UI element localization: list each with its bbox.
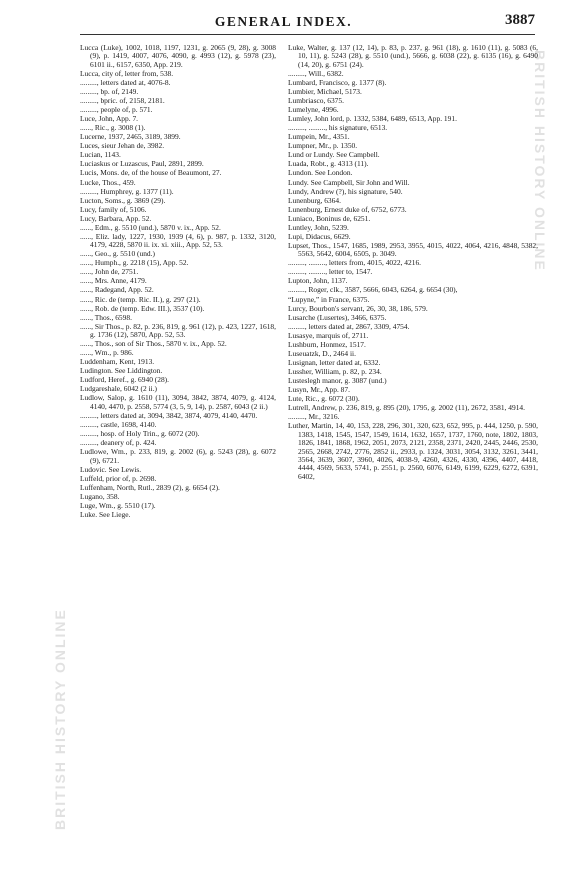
index-entry: ......, Mrs. Anne, 4179. [80, 276, 147, 286]
index-entry: Luciaskus or Luzascus, Paul, 2891, 2899. [80, 159, 204, 169]
index-entry: ......, Eliz. lady, 1227, 1930, 1939 (4, 6), p. 987, p. 1332, 3120, 4179, 4228, 5870 ii. ix. xi. xiii., App. 52, 53. [80, 231, 276, 250]
index-entry: Lusignan, letter dated at, 6332. [288, 357, 381, 367]
index-entry: Lugano, 358. [80, 491, 120, 501]
index-entry: ........., ........., his signature, 6513. [288, 123, 388, 133]
index-entry: ......, Ric., g. 3008 (1). [80, 123, 146, 133]
index-entry: ........., ........., letter to, 1547. [288, 267, 373, 277]
index-entry: Luther, Martin, 14, 40, 153, 228, 296, 301, 320, 623, 652, 995, p. 444, 1250, p. 590, 1383, 1418, 1545, 1547, 1549, 1614, 1632, 1657, 1737, 1760, note, 1802, 1803, 1826, 1841, 1868, 1962, 2051, 2073, 2121, 2358, 2371, 2420, 2445, 2446, 2530, 2565, 2668, 2742, 2776, 2852 ii., 2933, p. 1324, 3031, 3054, 3132, 3261, 3441, 3564, 3639, 3607, 3960, 4026, 4038-9, 4260, 4326, 4330, 4396, 4407, 4418, 4444, 4569, 5633, 5741, p. 2551, p. 2560, 6076, 6149, 6199, 6229, 6272, 6391, 6402, [288, 421, 538, 481]
index-entry: Lucian, 1143. [80, 150, 121, 160]
index-entry: ........., people of, p. 571. [80, 105, 153, 115]
index-entry: Luge, Wm., g. 5510 (17). [80, 500, 156, 510]
index-entry: ......, Humph., g. 2218 (15), App. 52. [80, 258, 189, 268]
index-entry: Lusasye, marquis of, 2711. [288, 330, 369, 340]
index-entry: Lucton, Soms., g. 3869 (29). [80, 195, 166, 205]
index-entry: Lumbard, Francisco, g. 1377 (8). [288, 78, 387, 87]
index-entry: ........., castle, 1698, 4140. [80, 420, 157, 429]
index-entry: ......, Wm., p. 986. [80, 348, 134, 358]
index-entry: ........., ........., letters from, 4015, 4022, 4216. [288, 258, 422, 268]
header-rule [80, 34, 535, 35]
index-entry: Luffeld, prior of, p. 2698. [80, 473, 157, 483]
index-entry: Lumelyne, 4996. [288, 105, 339, 115]
watermark-right: BRITISH HISTORY ONLINE [532, 50, 548, 272]
index-entry: Ludovic. See Lewis. [80, 464, 142, 474]
index-entry: Lutrell, Andrew, p. 236, 819, g. 895 (20), 1795, g. 2002 (11), 2672, 3581, 4914. [288, 403, 526, 413]
index-entry: Lumpein, Mr., 4351. [288, 132, 350, 142]
index-entry: Luffenham, North, Rutl., 2839 (2), g. 6654 (2). [80, 482, 220, 492]
page-header [0, 12, 567, 34]
index-entry: ......, Radegand, App. 52. [80, 285, 154, 295]
index-entry: ........., letters dated at, 2867, 3309, 4754. [288, 321, 410, 331]
index-entry: Lunenburg, Ernest duke of, 6752, 6773. [288, 204, 407, 214]
index-entry: Luniaco, Boninus de, 6251. [288, 213, 371, 223]
index-entry: Lusteslegh manor, g. 3087 (und.) [288, 375, 387, 385]
index-entry: Lucca (Luke), 1002, 1018, 1197, 1231, g. 2065 (9, 28), g. 3008 (9), p. 1419, 4007, 4076, 4090, g. 4993 (12), g. 5978 (23), 6101 ii., 6157, 6350, App. 219. [80, 43, 276, 69]
index-entry: Lurcy, Bourbon's servant, 26, 30, 38, 186, 579. [288, 303, 428, 313]
index-entry: Lushburn, Honmez, 1517. [288, 339, 366, 349]
index-entry: ......, Ric. de (temp. Ric. II.), g. 297 (21). [80, 294, 201, 304]
index-entry: ........., Will., 6382. [288, 68, 344, 78]
index-entry: ......, Geo., g. 5510 (und.) [80, 249, 155, 259]
index-entry: Lucerne, 1937, 2465, 3189, 3899. [80, 132, 181, 142]
index-entry: Lupi, Didacus, 6629. [288, 231, 351, 241]
index-entry: Lundy, Andrew (?), his signature, 540. [288, 186, 403, 196]
index-entry: Lucca, city of, letter from, 538. [80, 68, 174, 78]
running-title: GENERAL INDEX. [214, 14, 353, 29]
index-entry: ........., bpric. of, 2158, 2181. [80, 96, 165, 106]
index-entry: Lusyn, Mr., App. 87. [288, 385, 350, 394]
index-entry: Lund or Lundy. See Campbell. [288, 150, 380, 160]
index-entry: Lucis, Mons. de, of the house of Beaumont, 27. [80, 168, 222, 178]
index-entry: ........., Roger, clk., 3587, 5666, 6043, 6264, g. 6654 (30), [288, 285, 458, 295]
index-entry: Lucke, Thos., 459. [80, 177, 136, 187]
index-entry: Luke. See Liege. [80, 509, 131, 519]
index-entry: ......, Rob. de (temp. Edw. III.), 3537 (10). [80, 303, 205, 313]
index-entry: ......, Sir Thos., p. 82, p. 236, 819, g. 961 (12), p. 423, 1227, 1618, g. 1736 (12), 5870, App. 52, 53. [80, 321, 276, 340]
index-entry: Luke, Walter, g. 137 (12, 14), p. 83, p. 237, g. 961 (18), g. 1610 (11), g. 5083 (6, 10, 11), g. 5243 (28), g. 5510 (und.), 5666, g. 6038 (22), g. 6135 (16), g. 6490 (14, 20), g. 6751 (24). [288, 43, 538, 69]
index-entry: Ludgareshale, 6042 (2 ii.) [80, 384, 158, 394]
index-column-right [288, 44, 538, 482]
index-entry: “Lupyne,” in France, 6375. [288, 294, 370, 304]
index-entry: Luces, sieur Jehan de, 3982. [80, 141, 165, 151]
index-entry: Lussher, William, p. 82, p. 234. [288, 366, 382, 376]
index-entry: Lupton, John, 1137. [288, 276, 348, 286]
index-entry: ........., letters dated at, 3094, 3842, 3874, 4079, 4140, 4470. [80, 410, 258, 420]
index-entry: Lundy. See Campbell, Sir John and Will. [288, 177, 410, 187]
index-entry: Lusarche (Lusertes), 3466, 6375. [288, 312, 387, 322]
index-entry: Ludington. See Liddington. [80, 366, 163, 376]
index-entry: Lumpner, Mr., p. 1350. [288, 141, 358, 151]
index-entry: Lunenburg, 6364. [288, 195, 341, 205]
index-entry: ........., Humphrey, g. 1377 (11). [80, 186, 174, 196]
index-entry: Lupset, Thos., 1547, 1685, 1989, 2953, 3955, 4015, 4022, 4064, 4216, 4848, 5382, 5563, 5642, 6004, 6505, p. 3049. [288, 240, 538, 259]
index-entry: ......, John de, 2751. [80, 267, 139, 277]
index-entry: Lute, Ric., g. 6072 (30). [288, 394, 360, 404]
index-column-left [80, 44, 276, 520]
index-entry: Ludford, Heref., g. 6940 (28). [80, 375, 170, 385]
index-entry: Lucy, family of, 5106. [80, 204, 147, 214]
index-entry: ........., deanery of, p. 424. [80, 438, 157, 448]
index-entry: Ludlow, Salop, g. 1610 (11), 3094, 3842, 3874, 4079, g. 4124, 4140, 4470, p. 2558, 5774 (3, 5, 9, 14), p. 2587, 6043 (2 ii.) [80, 393, 276, 411]
index-entry: ......, Thos., 6598. [80, 312, 132, 322]
index-entry: ........., letters dated at, 4076-8. [80, 78, 171, 87]
index-entry: ........., hosp. of Holy Trin., g. 6072 (20). [80, 429, 200, 439]
index-entry: ......, Edm., g. 5510 (und.), 5870 v. ix., App. 52. [80, 222, 221, 232]
watermark-left: BRITISH HISTORY ONLINE [52, 608, 68, 830]
index-entry: ......, Thos., son of Sir Thos., 5870 v. ix., App. 52. [80, 339, 227, 349]
index-entry: Lumley, John lord, p. 1332, 5384, 6489, 6513, App. 191. [288, 114, 457, 124]
index-entry: Lucy, Barbara, App. 52. [80, 213, 152, 223]
index-entry: Lumbriasco, 6375. [288, 96, 344, 106]
index-entry: Lumbier, Michael, 5173. [288, 87, 362, 97]
index-entry: Luntley, John, 5239. [288, 222, 349, 232]
index-entry: Luce, John, App. 7. [80, 114, 139, 124]
index-entry: ........., bp. of, 2149. [80, 87, 139, 97]
index-entry: Luseuatzk, D., 2464 ii. [288, 348, 356, 358]
index-entry: Luddenham, Kent, 1913. [80, 357, 155, 367]
page-number: 3887 [505, 12, 535, 28]
index-entry: Lundon. See London. [288, 168, 353, 178]
index-entry: Ludlowe, Wm., p. 233, 819, g. 2002 (6), g. 5243 (28), g. 6072 (9), 6721. [80, 447, 276, 465]
index-entry: ........., Mr., 3216. [288, 412, 340, 422]
index-entry: Luada, Robt., g. 4313 (11). [288, 159, 369, 169]
